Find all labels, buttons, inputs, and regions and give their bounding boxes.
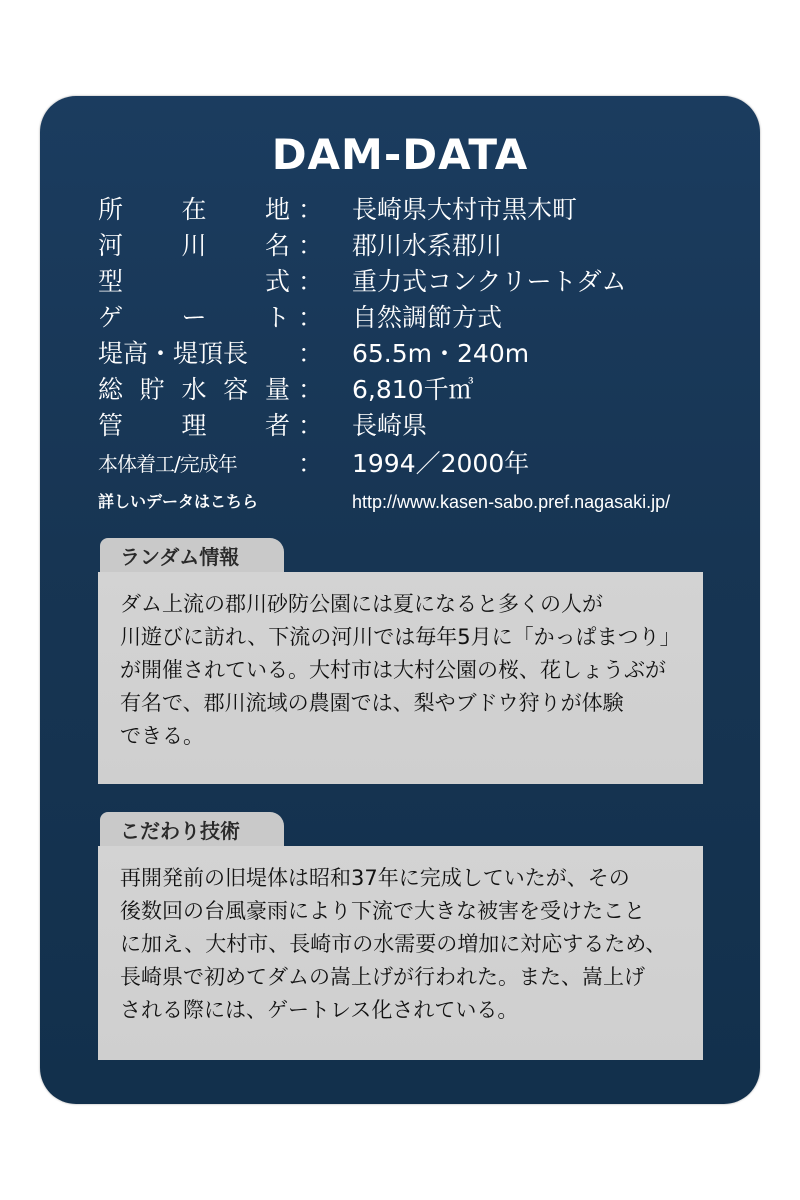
- spec-colon: ：: [298, 231, 324, 260]
- spec-label-construction: 本体着工/完成年: [98, 452, 237, 476]
- spec-value-river: 郡川水系郡川: [352, 231, 503, 260]
- technique-tab: こだわり技術: [100, 812, 284, 848]
- technique-line: される際には、ゲートレス化されている。: [120, 998, 519, 1022]
- spec-value-location: 長崎県大村市黒木町: [352, 195, 578, 224]
- random-info-body: [98, 572, 703, 784]
- random-info-line: できる。: [120, 724, 204, 748]
- spec-value-manager: 長崎県: [352, 411, 428, 440]
- details-label: 詳しいデータはこちら: [98, 492, 259, 511]
- dam-card: [40, 96, 760, 1104]
- spec-colon: ：: [298, 449, 324, 478]
- spec-colon: ：: [298, 195, 324, 224]
- technique-body: [98, 846, 703, 1060]
- random-info-line: 有名で、郡川流域の農園では、梨やブドウ狩りが体験: [120, 691, 624, 715]
- technique-line: 長崎県で初めてダムの嵩上げが行われた。また、嵩上げ: [120, 965, 645, 989]
- technique-line: 後数回の台風豪雨により下流で大きな被害を受けたこと: [120, 899, 645, 923]
- random-info-line: が開催されている。大村市は大村公園の桜、花しょうぶが: [120, 658, 666, 682]
- spec-label-location: 所 在 地: [98, 195, 290, 224]
- spec-label-type: 型 式: [98, 267, 290, 296]
- spec-colon: ：: [298, 375, 324, 404]
- technique-line: に加え、大村市、長崎市の水需要の増加に対応するため、: [120, 932, 667, 956]
- spec-colon: ：: [298, 411, 324, 440]
- spec-label-height-length: 堤高・堤頂長: [98, 339, 249, 368]
- spec-colon: ：: [298, 303, 324, 332]
- spec-value-height-length: 65.5m・240m: [352, 339, 530, 368]
- spec-colon: ：: [298, 339, 324, 368]
- card-title: DAM-DATA: [271, 130, 529, 179]
- spec-value-construction: 1994／2000年: [352, 449, 530, 478]
- spec-colon: ：: [298, 267, 324, 296]
- spec-value-storage: 6,810千㎥: [352, 375, 474, 404]
- spec-label-gate: ゲ ー ト: [98, 303, 290, 332]
- spec-label-storage: 総 貯 水 容 量: [98, 375, 290, 404]
- spec-value-type: 重力式コンクリートダム: [352, 267, 627, 296]
- random-info-line: ダム上流の郡川砂防公園には夏になると多くの人が: [120, 592, 603, 616]
- details-url: http://www.kasen-sabo.pref.nagasaki.jp/: [352, 492, 671, 512]
- technique-line: 再開発前の旧堤体は昭和37年に完成していたが、その: [120, 866, 630, 890]
- spec-value-gate: 自然調節方式: [352, 303, 503, 332]
- spec-label-manager: 管 理 者: [98, 411, 290, 440]
- random-info-line: 川遊びに訪れ、下流の河川では毎年5月に「かっぱまつり」: [120, 625, 681, 649]
- spec-label-river: 河 川 名: [98, 231, 290, 260]
- random-info-tab: ランダム情報: [100, 538, 284, 574]
